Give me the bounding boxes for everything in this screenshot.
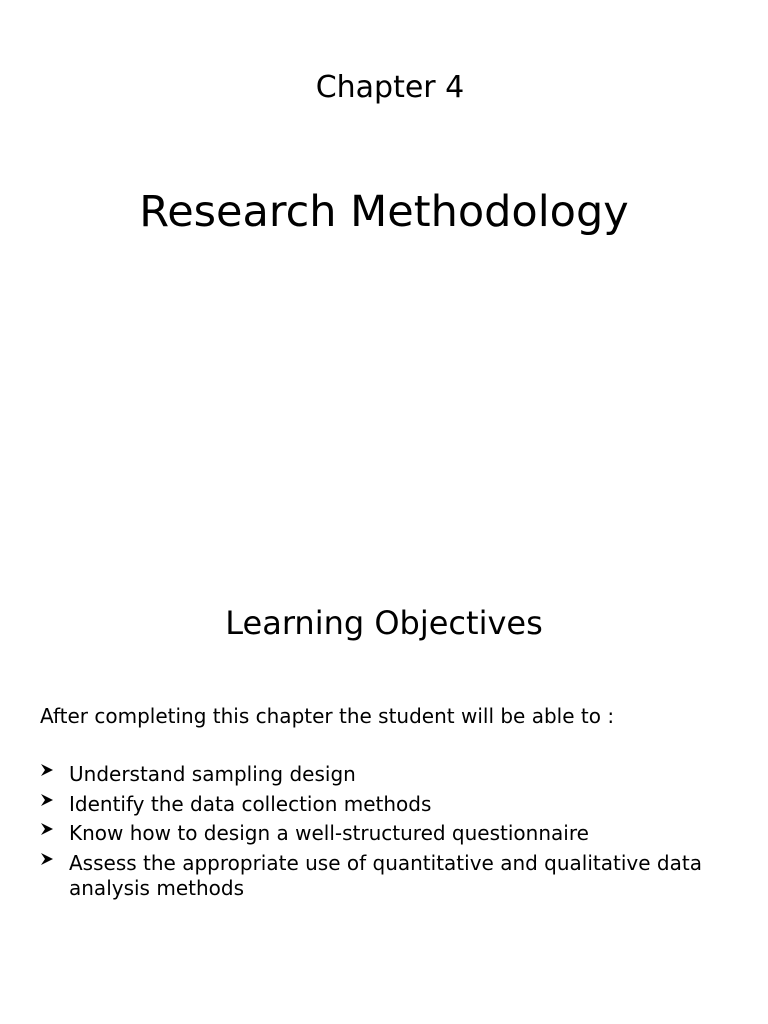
objective-item xyxy=(40,762,720,787)
chapter-label: Chapter 4 xyxy=(315,70,465,105)
arrow-bullet-icon xyxy=(40,821,56,841)
arrow-bullet-icon xyxy=(40,851,56,871)
learning-objectives-heading: Learning Objectives xyxy=(225,604,543,642)
objective-text: Assess the appropriate use of quantitative and qualitative data analysis methods xyxy=(69,850,702,900)
objective-text: Know how to design a well-structured questionnaire xyxy=(69,821,589,845)
objective-text: Identify the data collection methods xyxy=(69,791,432,816)
objectives-list xyxy=(40,762,720,905)
objective-item xyxy=(40,821,720,846)
page-title: Research Methodology xyxy=(139,187,629,237)
objective-text: Understand sampling design xyxy=(69,762,356,786)
arrow-bullet-icon xyxy=(40,792,56,812)
objective-item xyxy=(40,792,720,817)
intro-text: After completing this chapter the student will be able to : xyxy=(40,704,615,728)
arrow-bullet-icon xyxy=(40,762,56,782)
objective-item xyxy=(40,851,720,901)
